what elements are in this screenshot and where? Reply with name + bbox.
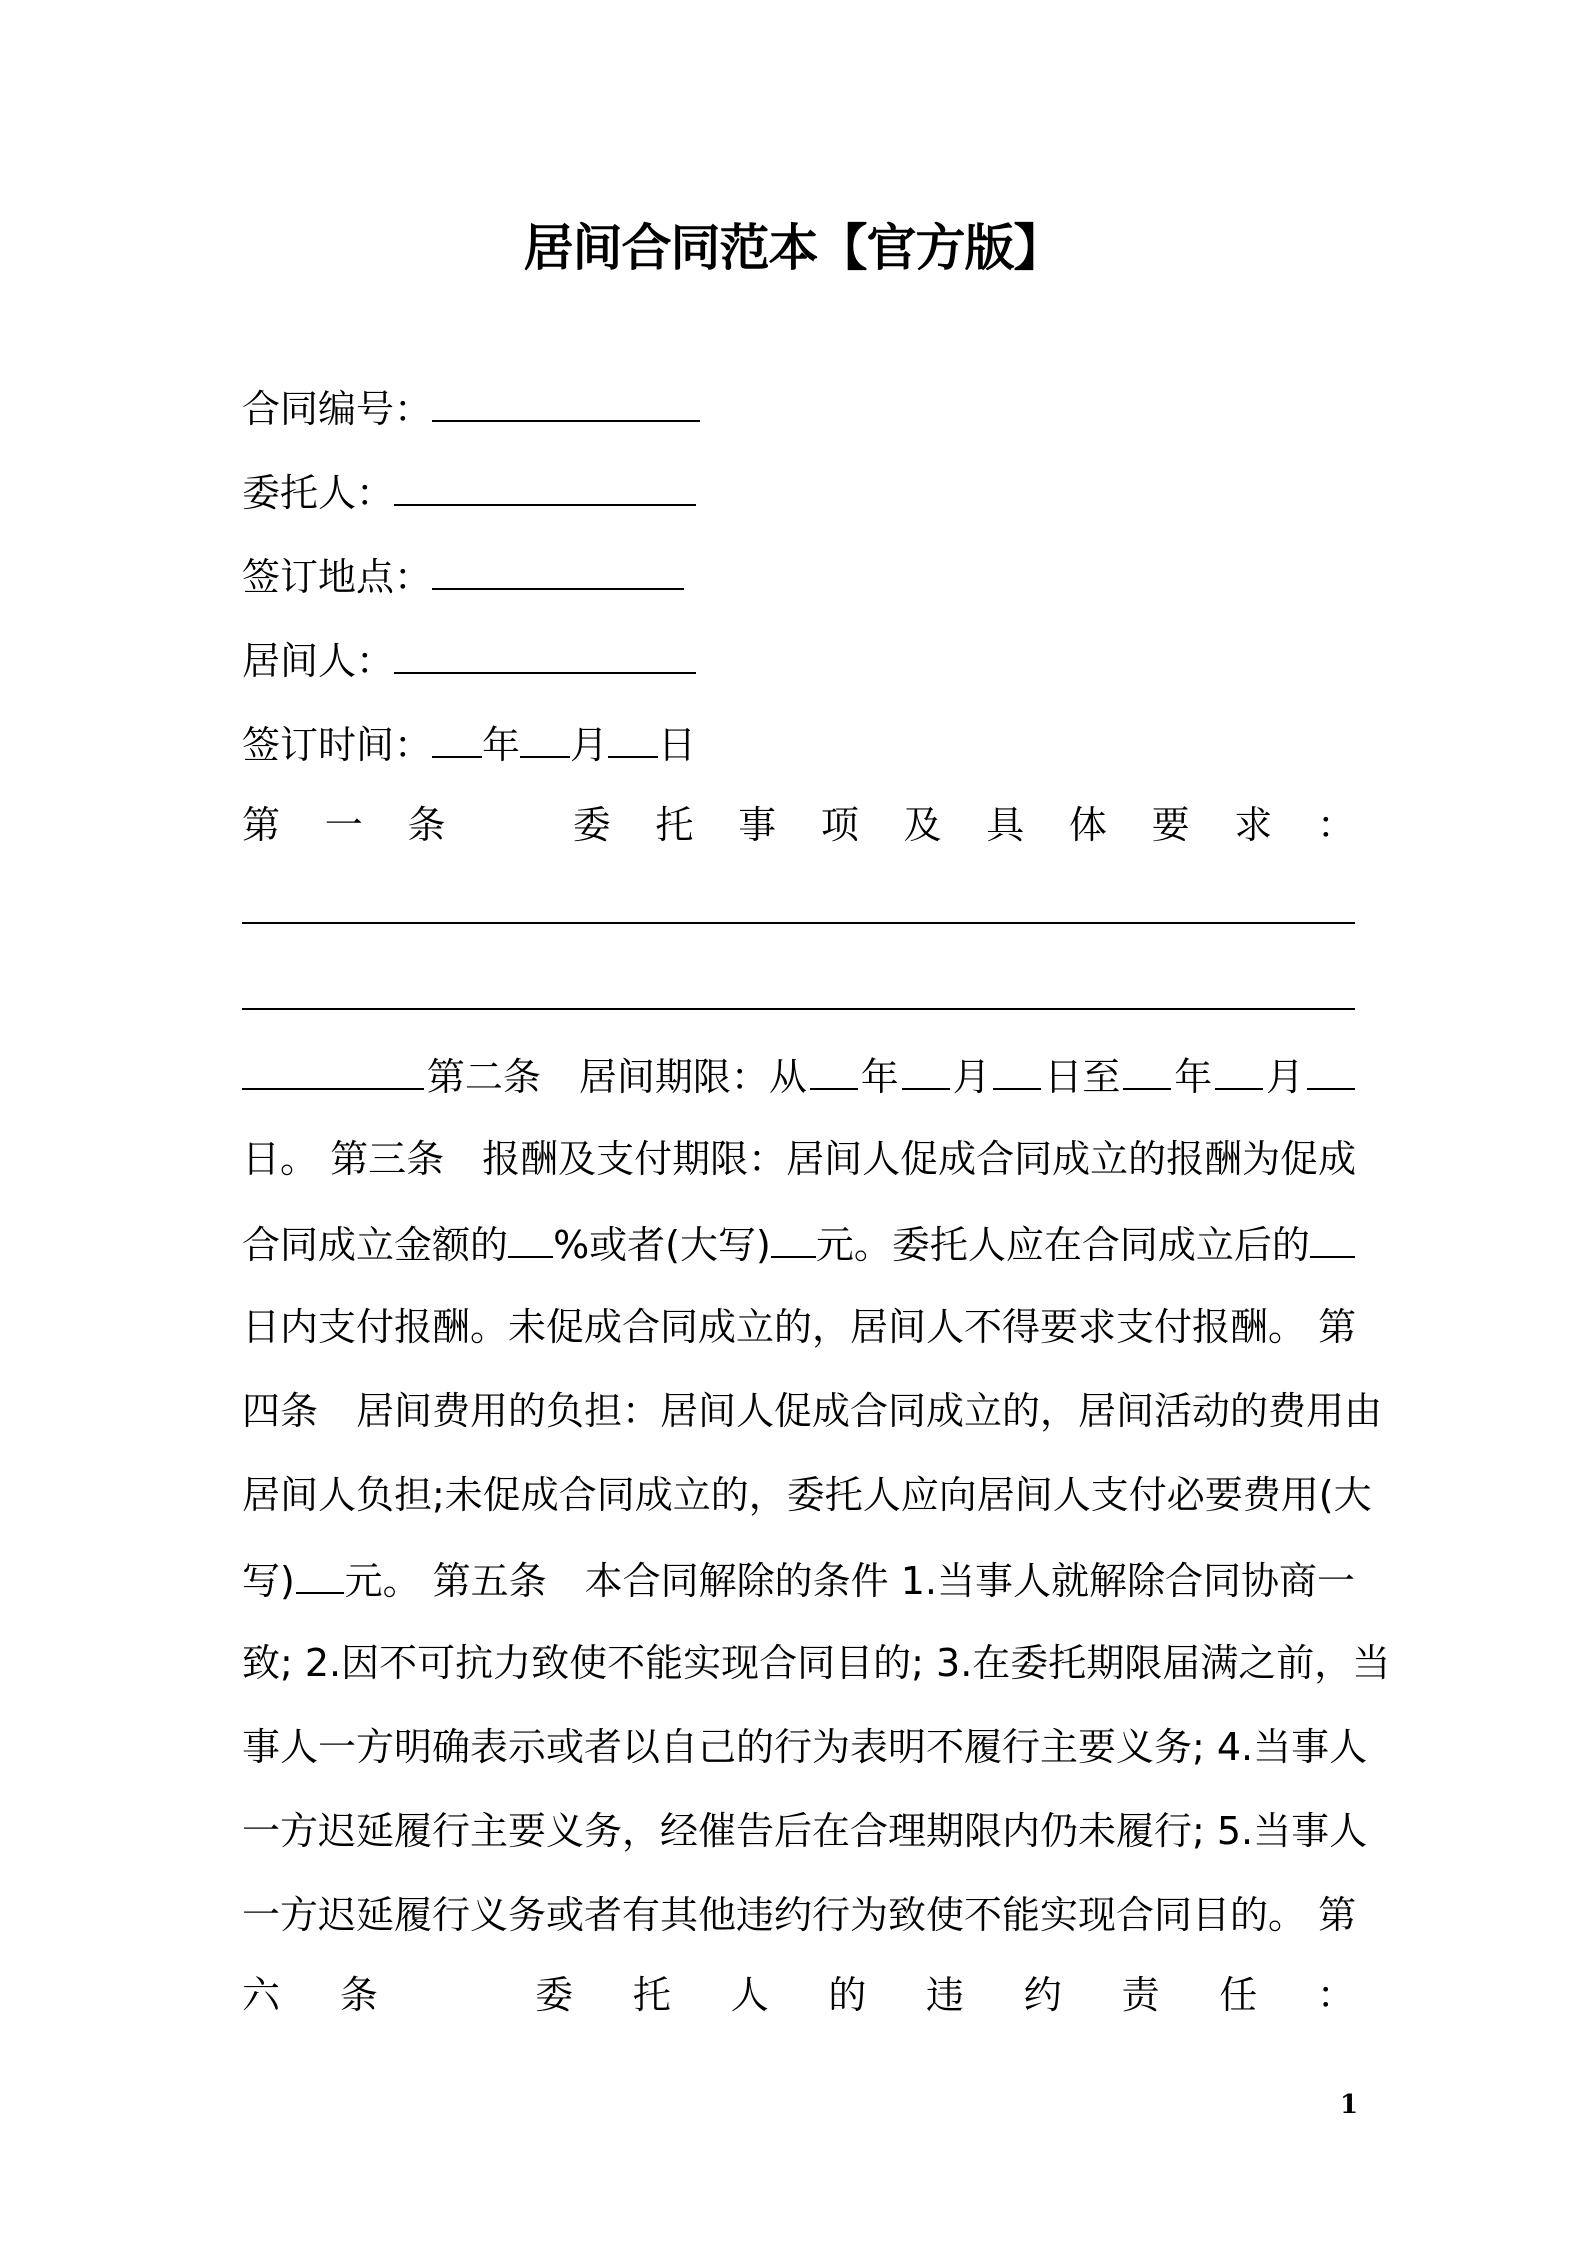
body-text: 一方迟延履行义务或者有其他违约行为致使不能实现合同目的。 第 [242, 1893, 1357, 1937]
article-1-char: 体 [1068, 803, 1107, 847]
fill-in-blank[interactable] [1307, 1050, 1355, 1090]
fill-in-blank[interactable] [771, 1218, 816, 1258]
body-text: %或者(大写) [553, 1223, 771, 1267]
article-1-char: 委 [572, 803, 611, 847]
fill-in-blank[interactable] [1310, 1218, 1355, 1258]
body-text: 致; 2.因不可抗力致使不能实现合同目的; 3.在委托期限届满之前，当 [242, 1641, 1391, 1685]
client-blank[interactable] [394, 466, 696, 506]
body-text: 月 [952, 1055, 991, 1099]
body-text: 一方迟延履行主要义务，经催告后在合理期限内仍未履行; 5.当事人 [242, 1809, 1368, 1853]
article-6-char: 责 [1121, 1973, 1160, 2017]
article-1-char: 具 [986, 803, 1025, 847]
article-1-char: 一 [324, 803, 363, 847]
contract-number-blank[interactable] [432, 382, 700, 422]
body-text: 第二条 居间期限：从 [426, 1055, 807, 1099]
article-6-heading [242, 1970, 1355, 2020]
article-1-char [490, 800, 528, 850]
document-title: 居间合同范本【官方版】 [523, 219, 1063, 277]
body-text: 日内支付报酬。未促成合同成立的，居间人不得要求支付报酬。 第 [242, 1305, 1357, 1349]
client-label: 委托人： [242, 471, 395, 515]
article-6-char: 六 [242, 1973, 281, 2017]
body-line [242, 1050, 1355, 1102]
article-1-char: 求 [1234, 803, 1273, 847]
fill-in-blank[interactable] [508, 1218, 553, 1258]
body-line [242, 1722, 1368, 1772]
client-field [242, 466, 1355, 518]
fill-in-blank[interactable] [902, 1050, 950, 1090]
body-line [242, 1386, 1383, 1436]
article-1-char: 条 [407, 803, 446, 847]
article-1-char: 及 [903, 803, 942, 847]
body-line [242, 1554, 1355, 1606]
page-number: 1 [1340, 2090, 1359, 2120]
intermediary-field [242, 634, 1355, 686]
signing-place-blank[interactable] [432, 550, 684, 590]
article-6-char: 违 [926, 1973, 965, 2017]
article-1-char: 第 [242, 803, 281, 847]
article-1-blank-line-2[interactable] [242, 1008, 1355, 1010]
signing-place-label: 签订地点： [242, 555, 433, 599]
body-line [242, 1638, 1391, 1688]
article-1-char: 项 [820, 803, 859, 847]
body-text: 年 [860, 1055, 899, 1099]
body-text: 事人一方明确表示或者以自己的行为表明不履行主要义务; 4.当事人 [242, 1725, 1368, 1769]
body-line [242, 1890, 1355, 1940]
year-blank[interactable] [432, 718, 482, 758]
body-text: 合同成立金额的 [242, 1223, 509, 1267]
month-blank[interactable] [520, 718, 570, 758]
article-6-char: 约 [1023, 1973, 1062, 2017]
article-6-char: 人 [730, 1973, 769, 2017]
article-1-char: ： [1316, 803, 1355, 847]
body-text: 年 [1174, 1055, 1213, 1099]
fill-in-blank[interactable] [993, 1050, 1041, 1090]
contract-number-label: 合同编号： [242, 387, 433, 431]
body-text: 日。 第三条 报酬及支付期限：居间人促成合同成立的报酬为促成 [242, 1137, 1357, 1181]
article-1-heading [242, 800, 1355, 850]
intermediary-blank[interactable] [394, 634, 696, 674]
article-1-char: 事 [738, 803, 777, 847]
body-line [242, 1806, 1368, 1856]
body-line [242, 1218, 1355, 1270]
fill-in-blank[interactable] [1215, 1050, 1263, 1090]
day-blank[interactable] [608, 718, 658, 758]
body-text: 日至 [1044, 1055, 1121, 1099]
body-text: 元。委托人应在合同成立后的 [815, 1223, 1310, 1267]
body-text: 写) [242, 1559, 295, 1603]
body-line [242, 1302, 1355, 1352]
article-6-char: 委 [535, 1973, 574, 2017]
fill-in-blank[interactable] [242, 1050, 424, 1090]
contract-number-field [242, 382, 1355, 434]
article-1-char: 托 [655, 803, 694, 847]
month-label: 月 [570, 723, 609, 767]
body-line [242, 1134, 1355, 1184]
article-1-blank-line-1[interactable] [242, 922, 1355, 924]
article-6-char: 任 [1219, 1973, 1258, 2017]
signing-place-field [242, 550, 1355, 602]
fill-in-blank[interactable] [810, 1050, 858, 1090]
article-6-char: 的 [828, 1973, 867, 2017]
body-text: 四条 居间费用的负担：居间人促成合同成立的，居间活动的费用由 [242, 1389, 1383, 1433]
body-text: 元。 第五条 本合同解除的条件 1.当事人就解除合同协商一 [344, 1559, 1355, 1603]
article-6-char: 托 [632, 1973, 671, 2017]
day-label: 日 [658, 723, 697, 767]
signing-date-label: 签订时间： [242, 723, 433, 767]
article-6-char [437, 1970, 475, 2020]
fill-in-blank[interactable] [1123, 1050, 1171, 1090]
fill-in-blank[interactable] [296, 1554, 344, 1594]
article-6-char: 条 [339, 1973, 378, 2017]
body-text: 居间人负担;未促成合同成立的，委托人应向居间人支付必要费用(大 [242, 1473, 1372, 1517]
body-text: 月 [1266, 1055, 1305, 1099]
year-label: 年 [482, 723, 521, 767]
body-line [242, 1470, 1372, 1520]
intermediary-label: 居间人： [242, 639, 395, 683]
article-1-char: 要 [1151, 803, 1190, 847]
signing-date-field [242, 718, 1355, 770]
article-6-char: ： [1316, 1973, 1355, 2017]
